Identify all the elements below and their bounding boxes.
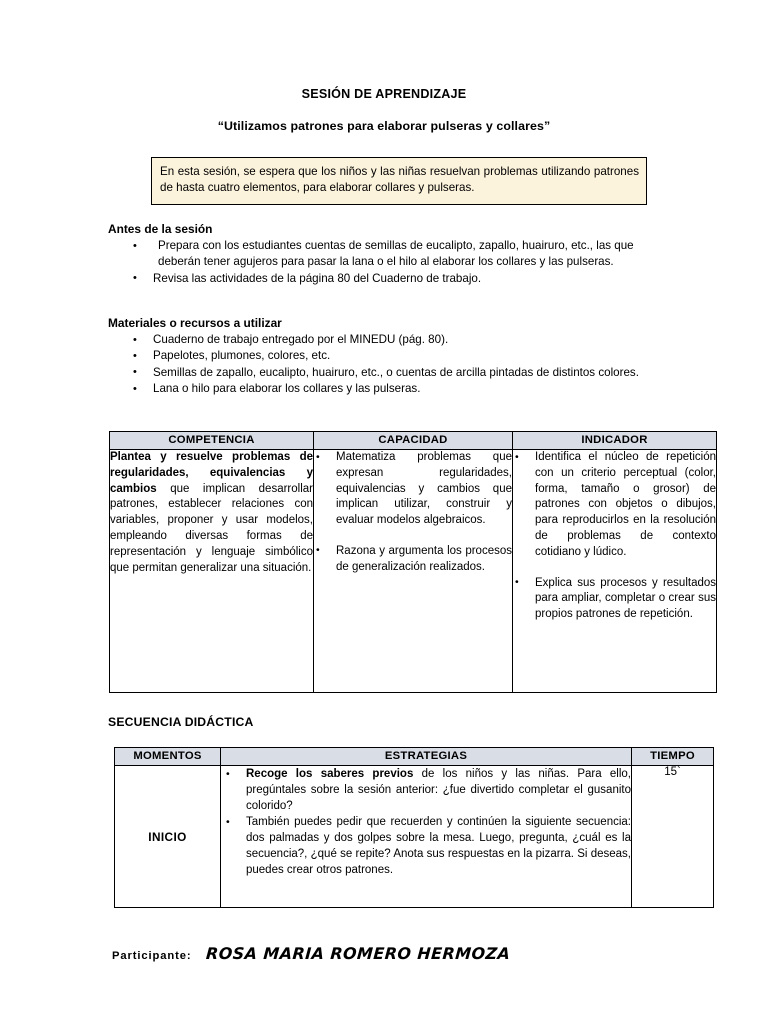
- list-item: • Prepara con los estudiantes cuentas de semillas de eucalipto, zapallo, huairuro, etc., las que deberán tener agujeros para pasar la lana o el hilo al elaborar los collares y las pulseras.: [130, 238, 675, 271]
- session-summary-text: En esta sesión, se espera que los niños y las niñas resuelvan problemas utilizando patrones de hasta cuatro elementos, para elaborar collares y pulseras.: [160, 165, 639, 195]
- column-header-estrategias: ESTRATEGIAS: [221, 748, 632, 766]
- list-item: • Razona y argumenta los procesos de generalización realizados.: [314, 544, 512, 576]
- column-header-momentos: MOMENTOS: [115, 748, 221, 766]
- list-item: • Matematiza problemas que expresan regularidades, equivalencias y cambios que implican utilizar, construir y evaluar modelos algebraicos.: [314, 450, 512, 529]
- participant-footer: [112, 944, 511, 963]
- list-item: • Cuaderno de trabajo entregado por el MINEDU (pág. 80).: [130, 332, 675, 348]
- participant-label: Participante:: [112, 950, 192, 962]
- cell-capacidad: [314, 450, 513, 693]
- table-header-row: [110, 432, 717, 450]
- section-heading-materiales: Materiales o recursos a utilizar: [108, 316, 282, 330]
- page-title: SESIÓN DE APRENDIZAJE: [301, 87, 467, 101]
- page-subtitle: “Utilizamos patrones para elaborar pulseras y collares”: [217, 119, 551, 133]
- column-header-tiempo: TIEMPO: [632, 748, 714, 766]
- secuencia-didactica-table: [114, 747, 714, 908]
- list-materiales-recursos: [130, 332, 675, 398]
- cell-tiempo-inicio: 15`: [632, 766, 714, 908]
- list-item: [221, 814, 631, 878]
- cell-indicador: [513, 450, 717, 693]
- section-heading-antes: Antes de la sesión: [108, 222, 213, 236]
- cell-momento-inicio: INICIO: [115, 766, 221, 908]
- list-item: • Revisa las actividades de la página 80 del Cuaderno de trabajo.: [130, 271, 675, 287]
- list-item: • Semillas de zapallo, eucalipto, huairuro, etc., o cuentas de arcilla pintadas de distintos colores.: [130, 365, 675, 381]
- indicador-list: [513, 450, 716, 623]
- estrategias-list: [221, 766, 631, 878]
- participant-name: ROSA MARIA ROMERO HERMOZA: [205, 944, 512, 963]
- list-item: • Papelotes, plumones, colores, etc.: [130, 348, 675, 364]
- competencia-bold: Plantea y resuelve problemas de regularidades, equivalencias y cambios: [110, 451, 313, 495]
- list-antes-de-la-sesion: [130, 238, 675, 287]
- competencia-text: [110, 450, 313, 576]
- list-item: • Explica sus procesos y resultados para ampliar, completar o crear sus propios patrones de repetición.: [513, 576, 716, 623]
- column-header-capacidad: CAPACIDAD: [314, 432, 513, 450]
- competencia-rest: que implican desarrollar patrones, establecer relaciones con variables, proponer y usar modelos, empleando diversas formas de representación y lenguaje simbólico que permitan generalizar una situación.: [110, 482, 313, 574]
- table-row: [110, 450, 717, 693]
- list-item: [221, 766, 631, 814]
- estrategia-rest: de los niños y las niñas. Para ello, pregúntales sobre la sesión anterior: ¿fue divertido completar el gusanito colorido?: [246, 768, 631, 812]
- section-heading-secuencia-didactica: SECUENCIA DIDÁCTICA: [108, 715, 254, 729]
- cell-competencia: [110, 450, 314, 693]
- table-header-row: [115, 748, 714, 766]
- column-header-competencia: COMPETENCIA: [110, 432, 314, 450]
- competencia-table: [109, 431, 717, 693]
- cell-estrategias-inicio: [221, 766, 632, 908]
- table-row: [115, 766, 714, 908]
- capacidad-list: [314, 450, 512, 576]
- list-item: • Lana o hilo para elaborar los collares y las pulseras.: [130, 381, 675, 397]
- estrategia-rest: También puedes pedir que recuerden y continúen la siguiente secuencia: dos palmadas y dos golpes sobre la mesa. Luego, pregunta, ¿cuál es la secuencia?, ¿qué se repite? Anota sus respuestas en la pizarra. Si deseas, puedes crear otros patrones.: [246, 816, 631, 876]
- session-summary-box: [151, 157, 647, 205]
- column-header-indicador: INDICADOR: [513, 432, 717, 450]
- list-item: • Identifica el núcleo de repetición con un criterio perceptual (color, forma, tamaño o grosor) de patrones con objetos o dibujos, para reproducirlos en la resolución de problemas de contexto cotidiano y lúdico.: [513, 450, 716, 561]
- estrategia-bold: Recoge los saberes previos: [246, 768, 414, 780]
